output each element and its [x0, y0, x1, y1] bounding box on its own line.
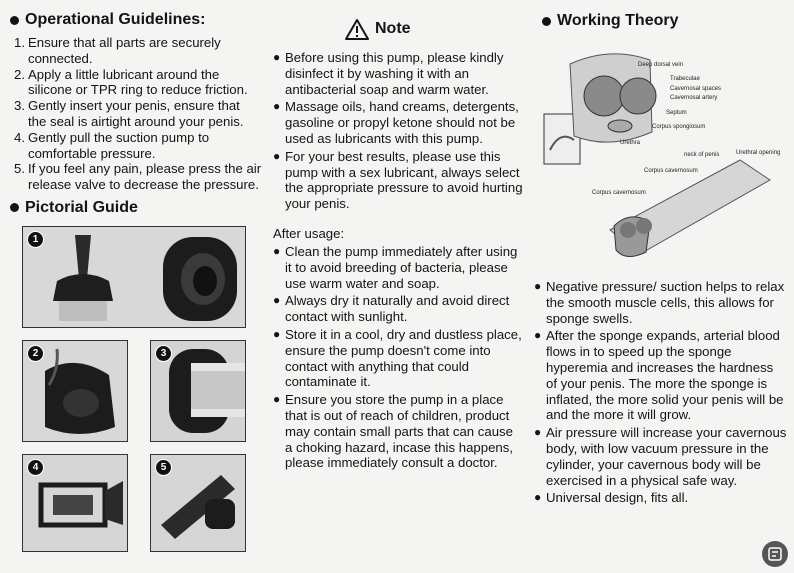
- list-item: 5. If you feel any pain, please press the air release valve to decrease the pressure.: [14, 161, 262, 193]
- note-list: [273, 50, 528, 212]
- step-number-badge: 3: [155, 345, 172, 362]
- step-number-badge: 5: [155, 459, 172, 476]
- list-item: ● Air pressure will increase your cavernous body, with low vacuum pressure in the cylinder, your cavernous body will be exercised in a physical safe way.: [534, 425, 787, 488]
- pictorial-step-1: [22, 226, 246, 328]
- label-corpus-spongiosum: Corpus spongiosum: [652, 124, 706, 130]
- step-number-badge: 2: [27, 345, 44, 362]
- list-item: ● Ensure you store the pump in a place that is out of reach of children, product may contain small parts that can cause a choking hazard, incase this happens, please immediately consult a doctor.: [273, 392, 513, 471]
- working-theory-list: [534, 279, 790, 508]
- after-usage-heading: After usage:: [273, 225, 345, 241]
- list-item: 2. Apply a little lubricant around the silicone or TPR ring to reduce friction.: [14, 66, 248, 98]
- bullet-icon: ●: [534, 425, 542, 440]
- translate-glyph: [768, 547, 782, 561]
- list-item: ● Before using this pump, please kindly disinfect it by washing it with an antibacterial soap and warm water.: [273, 50, 504, 97]
- heading-bullet-icon: [10, 16, 19, 25]
- operational-list: [14, 35, 265, 193]
- label-trabeculae: Trabeculae: [670, 76, 700, 82]
- bullet-icon: ●: [273, 392, 281, 407]
- step-number-badge: 4: [27, 459, 44, 476]
- label-cavernosal-artery: Cavernosal artery: [670, 95, 718, 101]
- warning-triangle-icon: [345, 18, 369, 40]
- bullet-icon: ●: [534, 490, 542, 505]
- working-theory-heading: Working Theory: [542, 12, 792, 30]
- pictorial-heading: Pictorial Guide: [10, 199, 265, 217]
- list-item: ● Clean the pump immediately after using it to avoid breeding of bacteria, please use warm water and soap.: [273, 243, 518, 291]
- heading-bullet-icon: [542, 17, 551, 26]
- list-item: 3. Gently insert your penis, ensure that the seal is airtight around your penis.: [14, 98, 244, 129]
- pictorial-step-2: [22, 340, 128, 442]
- label-corpus-cavernosum-a: Corpus cavernosum: [644, 168, 698, 174]
- right-column: [542, 0, 792, 30]
- pictorial-step-4: [22, 454, 128, 552]
- after-usage-list: [273, 244, 528, 471]
- label-corpus-cavernosum-b: Corpus cavernosum: [592, 190, 646, 196]
- list-item: ● After the sponge expands, arterial blood flows in to speed up the sponge hyperemia and increases the hardness of your penis. The more the sponge is inflated, the more solid your penis will be and the more it will grow.: [534, 328, 784, 423]
- bullet-icon: ●: [273, 243, 281, 258]
- middle-column: [273, 0, 528, 473]
- list-item: 1. Ensure that all parts are securely connected.: [14, 35, 221, 66]
- list-item: ● Universal design, fits all.: [534, 490, 689, 506]
- list-item: ● Negative pressure/ suction helps to relax the smooth muscle cells, this allows for sponge swells.: [534, 279, 785, 326]
- label-cavernosal-spaces: Cavernosal spaces: [670, 86, 722, 92]
- label-urethral-opening: Urethral opening: [736, 150, 781, 156]
- anatomy-diagram: [540, 40, 785, 265]
- list-item: ● For your best results, please use this pump with a sex lubricant, always select the appropriate pressure to avoid hurting your penis.: [273, 148, 523, 212]
- step-number-badge: 1: [27, 231, 44, 248]
- list-item: ● Always dry it naturally and avoid direct contact with sunlight.: [273, 293, 510, 325]
- bullet-icon: ●: [534, 328, 542, 343]
- bullet-icon: ●: [534, 279, 542, 293]
- bullet-icon: ●: [273, 50, 281, 64]
- list-item: ● Store it in a cool, dry and dustless place, ensure the pump doesn't come into contact with anything that could contaminate it.: [273, 326, 522, 390]
- bullet-icon: ●: [273, 326, 281, 341]
- bullet-icon: ●: [273, 293, 281, 308]
- list-item: ● Massage oils, hand creams, detergents, gasoline or propyl ketone should not be used as lubricants with this pump.: [273, 99, 519, 146]
- label-deep-dorsal-vein: Deep dorsal vein: [638, 62, 684, 68]
- list-item: 4. Gently pull the suction pump to comfortable pressure.: [14, 129, 210, 161]
- heading-bullet-icon: [10, 203, 19, 212]
- operational-heading: Operational Guidelines:: [10, 11, 265, 29]
- translate-icon[interactable]: [762, 541, 788, 567]
- pictorial-step-3: [150, 340, 246, 442]
- step-1-illustration: [23, 227, 245, 327]
- left-column: [10, 0, 265, 217]
- bullet-icon: ●: [273, 99, 281, 114]
- pictorial-step-5: [150, 454, 246, 552]
- note-heading: Note: [345, 18, 528, 40]
- bullet-icon: ●: [273, 148, 281, 163]
- label-urethra: Urethra: [620, 140, 641, 146]
- label-septum: Septum: [666, 110, 687, 116]
- label-neck-of-penis: neck of penis: [684, 152, 720, 158]
